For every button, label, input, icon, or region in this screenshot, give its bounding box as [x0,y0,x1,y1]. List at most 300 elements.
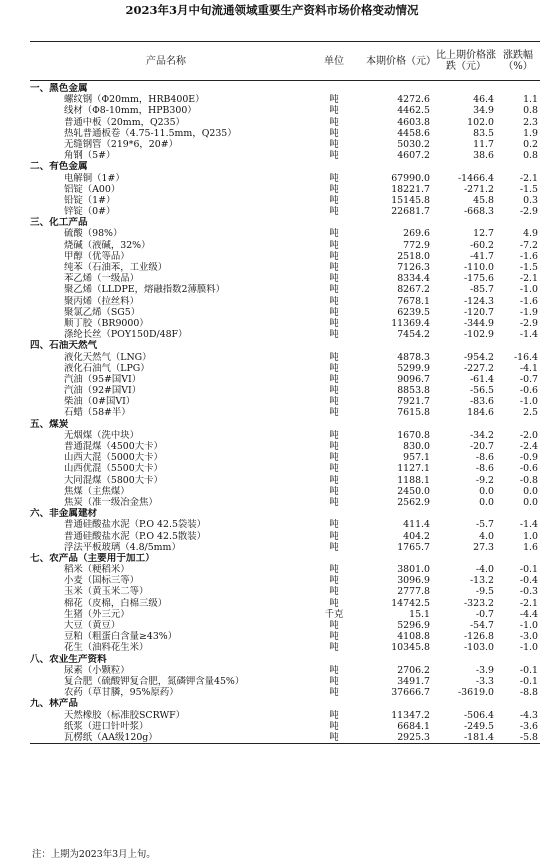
product-unit: 吨 [329,731,339,743]
product-unit: 吨 [329,620,339,631]
table-row [30,676,540,687]
price-change: -181.4 [463,731,494,743]
price-change: -13.2 [469,575,494,587]
table-row [30,173,540,184]
price-change: -4.0 [475,564,494,576]
product-price: 3491.7 [397,675,430,687]
section-title: 三、化工产品 [30,217,88,229]
table-row [30,296,540,307]
product-unit: 吨 [329,541,339,553]
product-name: 烧碱（液碱，32%） [64,239,151,251]
product-price: 7678.1 [397,295,430,307]
change-percent: -1.0 [519,620,538,631]
table-row [30,407,540,418]
price-change: 102.0 [467,116,494,128]
price-change: -34.2 [469,429,494,441]
product-name: 山西大混（5000大卡） [64,452,163,464]
price-change: -60.2 [469,239,494,251]
table-row [30,642,540,653]
table-row [30,195,540,206]
product-unit: 吨 [329,642,339,654]
product-price: 2777.8 [397,586,430,598]
table-row [30,687,540,698]
product-unit: 吨 [329,239,339,251]
product-unit: 吨 [329,284,339,296]
section-title: 一、黑色金属 [30,83,88,94]
price-table [30,41,540,744]
change-percent: -7.2 [519,239,538,251]
change-percent: -1.6 [519,250,538,262]
product-name: 角钢（5#） [64,150,116,162]
table-row [30,94,540,105]
product-unit: 吨 [329,373,339,385]
product-unit: 吨 [329,273,339,285]
table-row [30,497,540,508]
product-unit: 吨 [329,206,339,218]
product-unit: 吨 [329,485,339,497]
product-price: 4603.8 [397,116,430,128]
price-change: -56.5 [469,385,494,397]
product-unit: 吨 [329,463,339,475]
price-change: -20.7 [469,441,494,452]
section-title: 六、非金属建材 [30,508,98,520]
product-name: 棉花（皮棉，白棉三级） [64,597,168,609]
product-name: 焦煤（主焦煤） [64,485,130,497]
price-change: -103.0 [463,642,494,654]
table-row [30,374,540,385]
product-name: 无缝钢管（219*6，20#） [64,138,178,150]
change-percent: -0.9 [519,452,538,464]
table-row [30,150,540,161]
change-percent: -3.6 [519,720,538,732]
product-unit: 吨 [329,385,339,397]
product-unit: 吨 [329,664,339,676]
table-row [30,352,540,363]
product-name: 聚丙烯（拉丝料） [64,295,140,307]
product-price: 8334.4 [397,273,430,285]
product-name: 线材（Φ8-10mm，HPB300） [64,105,197,117]
product-price: 3096.9 [397,575,430,587]
price-change: -41.7 [469,250,494,262]
product-name: 山西优混（5500大卡） [64,463,163,475]
table-header [30,42,540,81]
header-change: 比上期价格涨跌（元） [436,50,496,72]
table-row [30,251,540,262]
product-name: 柴油（0#国VI） [64,396,136,408]
product-name: 尿素（小颗粒） [64,664,130,676]
price-change: -124.3 [463,295,494,307]
product-name: 纯苯（石油苯，工业级） [64,262,168,273]
table-row [30,385,540,396]
product-unit: 吨 [329,172,339,184]
price-change: 27.3 [473,541,494,553]
product-name: 汽油（92#国VI） [64,385,142,397]
change-percent: 1.1 [523,94,538,106]
product-price: 1765.7 [397,541,430,553]
change-percent: -1.6 [519,295,538,307]
table-row [30,240,540,251]
section-title: 七、农产品（主要用于加工） [30,552,155,564]
price-change: -3619.0 [458,687,494,699]
section-title: 八、农业生产资料 [30,653,107,665]
product-name: 农药（草甘膦，95%原药） [64,687,179,699]
section-header-row [30,654,540,665]
price-change: -249.5 [463,720,494,732]
product-unit: 吨 [329,329,339,341]
product-name: 豆粕（粗蛋白含量≥43%） [64,631,178,643]
product-name: 普通硅酸盐水泥（P.O 42.5袋装） [64,519,207,531]
change-percent: 0.8 [523,150,538,162]
product-unit: 吨 [329,575,339,587]
price-change: -175.6 [463,273,494,285]
change-percent: -1.4 [519,519,538,531]
product-price: 15.1 [409,608,430,620]
product-price: 5296.9 [397,620,430,631]
change-percent: 1.6 [523,541,538,553]
table-row [30,609,540,620]
change-percent: 0.8 [523,105,538,117]
product-unit: 吨 [329,687,339,699]
section-header-row [30,161,540,172]
product-price: 6684.1 [397,720,430,732]
table-row [30,575,540,586]
product-name: 顺丁胶（BR9000） [64,317,149,329]
section-header-row [30,83,540,94]
change-percent: -0.4 [519,575,538,587]
change-percent: -2.9 [519,317,538,329]
table-row [30,519,540,530]
section-header-row [30,698,540,709]
section-header-row [30,217,540,228]
table-row [30,363,540,374]
table-row [30,631,540,642]
change-percent: -4.4 [519,608,538,620]
product-unit: 吨 [329,407,339,419]
product-price: 11369.4 [391,317,430,329]
product-unit: 吨 [329,295,339,307]
product-price: 2562.9 [397,496,430,508]
product-price: 4607.2 [397,150,430,162]
table-row [30,284,540,295]
price-change: 0.0 [479,485,494,497]
table-row [30,262,540,273]
change-percent: -2.1 [519,597,538,609]
product-name: 涤纶长丝（POY150D/48F） [64,329,188,341]
product-name: 稻米（粳稻米） [64,564,130,576]
product-price: 7615.8 [397,407,430,419]
section-title: 五、煤炭 [30,418,69,430]
product-unit: 吨 [329,709,339,721]
price-change: -227.2 [463,362,494,374]
product-unit: 吨 [329,150,339,162]
header-unit: 单位 [324,55,344,67]
product-price: 15145.8 [391,194,430,206]
change-percent: -0.1 [519,564,538,576]
price-change: -126.8 [463,631,494,643]
section-header-row [30,340,540,351]
product-name: 大同混煤（5800大卡） [64,474,163,486]
footnote: 注：上期为2023年3月上旬。 [32,849,156,860]
price-change: -668.3 [463,206,494,218]
product-unit: 吨 [329,317,339,329]
product-unit: 吨 [329,474,339,486]
product-unit: 千克 [324,608,344,620]
product-price: 2518.0 [397,250,430,262]
product-price: 11347.2 [391,709,430,721]
product-name: 花生（油料花生米） [64,642,149,654]
price-change: 38.6 [473,150,494,162]
product-unit: 吨 [329,362,339,374]
table-row [30,273,540,284]
product-unit: 吨 [329,720,339,732]
table-row [30,475,540,486]
price-change: -3.9 [475,664,494,676]
price-change: 45.8 [473,194,494,206]
change-percent: -0.7 [519,373,538,385]
product-price: 2706.2 [397,664,430,676]
price-change: -110.0 [463,262,494,273]
product-unit: 吨 [329,116,339,128]
product-name: 铅锭（1#） [64,194,116,206]
product-name: 无烟煤（洗中块） [64,429,140,441]
product-price: 957.1 [403,452,430,464]
price-change: -506.4 [463,709,494,721]
price-change: 46.4 [473,94,494,106]
product-unit: 吨 [329,138,339,150]
product-price: 1670.8 [397,429,430,441]
product-price: 4458.6 [397,127,430,139]
change-percent: -8.8 [519,687,538,699]
product-price: 7921.7 [397,396,430,408]
product-name: 苯乙烯（一级品） [64,273,140,285]
product-price: 18221.7 [391,183,430,195]
product-price: 9096.7 [397,373,430,385]
product-price: 830.0 [403,441,430,452]
change-percent: -0.6 [519,463,538,475]
change-percent: -2.1 [519,273,538,285]
product-name: 瓦楞纸（AA级120g） [64,731,158,743]
product-name: 液化天然气（LNG） [64,351,152,363]
product-unit: 吨 [329,105,339,117]
change-percent: 0.0 [523,496,538,508]
product-unit: 吨 [329,396,339,408]
product-unit: 吨 [329,496,339,508]
change-percent: -0.1 [519,664,538,676]
product-price: 37666.7 [391,687,430,699]
product-price: 411.4 [403,519,430,531]
product-price: 1127.1 [397,463,430,475]
header-product-name: 产品名称 [146,55,186,67]
section-header-row [30,508,540,519]
table-row [30,228,540,239]
section-title: 九、林产品 [30,698,78,710]
product-name: 硫酸（98%） [64,228,123,240]
product-unit: 吨 [329,183,339,195]
table-row [30,307,540,318]
product-unit: 吨 [329,530,339,542]
price-change: -3.3 [475,675,494,687]
product-name: 螺纹钢（Φ20mm，HRB400E） [64,94,205,106]
change-percent: -4.1 [519,362,538,374]
change-percent: 2.5 [523,407,538,419]
change-percent: -0.6 [519,385,538,397]
table-row [30,139,540,150]
page-title: 2023年3月中旬流通领域重要生产资料市场价格变动情况 [125,3,419,17]
price-change: -0.7 [475,608,494,620]
product-unit: 吨 [329,631,339,643]
product-unit: 吨 [329,127,339,139]
product-price: 4108.8 [397,631,430,643]
table-row [30,542,540,553]
price-change: -61.4 [469,373,494,385]
product-name: 普通中板（20mm，Q235） [64,116,185,128]
product-price: 772.9 [403,239,430,251]
table-row [30,318,540,329]
price-change: 0.0 [479,496,494,508]
product-unit: 吨 [329,194,339,206]
product-unit: 吨 [329,675,339,687]
change-percent: 0.2 [523,138,538,150]
product-name: 热轧普通板卷（4.75-11.5mm，Q235） [64,127,237,139]
product-price: 67990.0 [391,172,430,184]
product-price: 2925.3 [397,731,430,743]
table-body [30,81,540,743]
product-name: 石蜡（58#半） [64,407,131,419]
product-price: 22681.7 [391,206,430,218]
price-change: 12.7 [473,228,494,240]
price-change: -954.2 [463,351,494,363]
product-unit: 吨 [329,429,339,441]
table-row [30,206,540,217]
change-percent: -1.5 [519,262,538,273]
table-row [30,463,540,474]
product-name: 聚氯乙烯（SG5） [64,306,141,318]
price-change: -85.7 [469,284,494,296]
price-change: -323.2 [463,597,494,609]
table-row [30,732,540,743]
change-percent: -1.9 [519,306,538,318]
price-change: -1466.4 [458,172,494,184]
header-price: 本期价格（元） [366,55,436,67]
product-price: 5299.9 [397,362,430,374]
price-change: -344.9 [463,317,494,329]
product-name: 天然橡胶（标准胶SCRWF） [64,709,185,721]
product-price: 6239.5 [397,306,430,318]
table-row [30,486,540,497]
price-change: -5.7 [475,519,494,531]
product-name: 普通混煤（4500大卡） [64,441,163,452]
table-row [30,105,540,116]
change-percent: -1.0 [519,642,538,654]
price-change: 4.0 [479,530,494,542]
product-name: 生猪（外三元） [64,608,130,620]
price-change: -271.2 [463,183,494,195]
price-change: -9.2 [475,474,494,486]
product-unit: 吨 [329,262,339,273]
change-percent: 2.3 [523,116,538,128]
product-name: 聚乙烯（LLDPE，熔融指数2薄膜料） [64,284,225,296]
product-price: 4878.3 [397,351,430,363]
price-change: 83.5 [473,127,494,139]
product-unit: 吨 [329,94,339,106]
product-name: 焦炭（准一级冶金焦） [64,496,158,508]
change-percent: -2.9 [519,206,538,218]
header-percent: 涨跌幅（%） [503,50,533,72]
price-change: 34.9 [473,105,494,117]
table-row [30,441,540,452]
change-percent: -0.1 [519,675,538,687]
change-percent: 1.0 [523,530,538,542]
product-unit: 吨 [329,441,339,452]
product-name: 电解铜（1#） [64,172,125,184]
product-name: 甲醇（优等品） [64,250,130,262]
change-percent: 0.0 [523,485,538,497]
price-change: -54.7 [469,620,494,631]
product-price: 4272.6 [397,94,430,106]
product-unit: 吨 [329,250,339,262]
product-unit: 吨 [329,519,339,531]
product-name: 汽油（95#国VI） [64,373,142,385]
change-percent: -1.0 [519,396,538,408]
change-percent: -3.0 [519,631,538,643]
change-percent: 1.9 [523,127,538,139]
product-unit: 吨 [329,351,339,363]
price-change: 11.7 [473,138,494,150]
price-change: -120.7 [463,306,494,318]
table-row [30,128,540,139]
product-price: 4462.5 [397,105,430,117]
table-row [30,452,540,463]
product-name: 玉米（黄玉米二等） [64,586,149,598]
change-percent: -1.0 [519,284,538,296]
product-price: 7126.3 [397,262,430,273]
product-name: 铝锭（A00） [64,183,121,195]
product-name: 小麦（国标三等） [64,575,140,587]
section-header-row [30,419,540,430]
price-change: 184.6 [467,407,494,419]
table-row [30,598,540,609]
change-percent: -1.4 [519,329,538,341]
product-name: 纸浆（进口针叶浆） [64,720,149,732]
product-price: 8267.2 [397,284,430,296]
table-row [30,564,540,575]
price-change: -9.5 [475,586,494,598]
product-name: 锌锭（0#） [64,206,116,218]
price-change: -83.6 [469,396,494,408]
product-unit: 吨 [329,228,339,240]
product-price: 10345.8 [391,642,430,654]
section-header-row [30,553,540,564]
change-percent: -2.4 [519,441,538,452]
change-percent: -2.0 [519,429,538,441]
table-row [30,396,540,407]
change-percent: -4.3 [519,709,538,721]
price-change: -102.9 [463,329,494,341]
table-row [30,430,540,441]
change-percent: 0.3 [523,194,538,206]
table-row [30,620,540,631]
product-unit: 吨 [329,586,339,598]
product-unit: 吨 [329,564,339,576]
table-row [30,117,540,128]
change-percent: -5.8 [519,731,538,743]
table-row [30,329,540,340]
product-name: 浮法平板玻璃（4.8/5mm） [64,541,181,553]
product-unit: 吨 [329,597,339,609]
change-percent: 4.9 [523,228,538,240]
product-price: 5030.2 [397,138,430,150]
product-price: 8853.8 [397,385,430,397]
